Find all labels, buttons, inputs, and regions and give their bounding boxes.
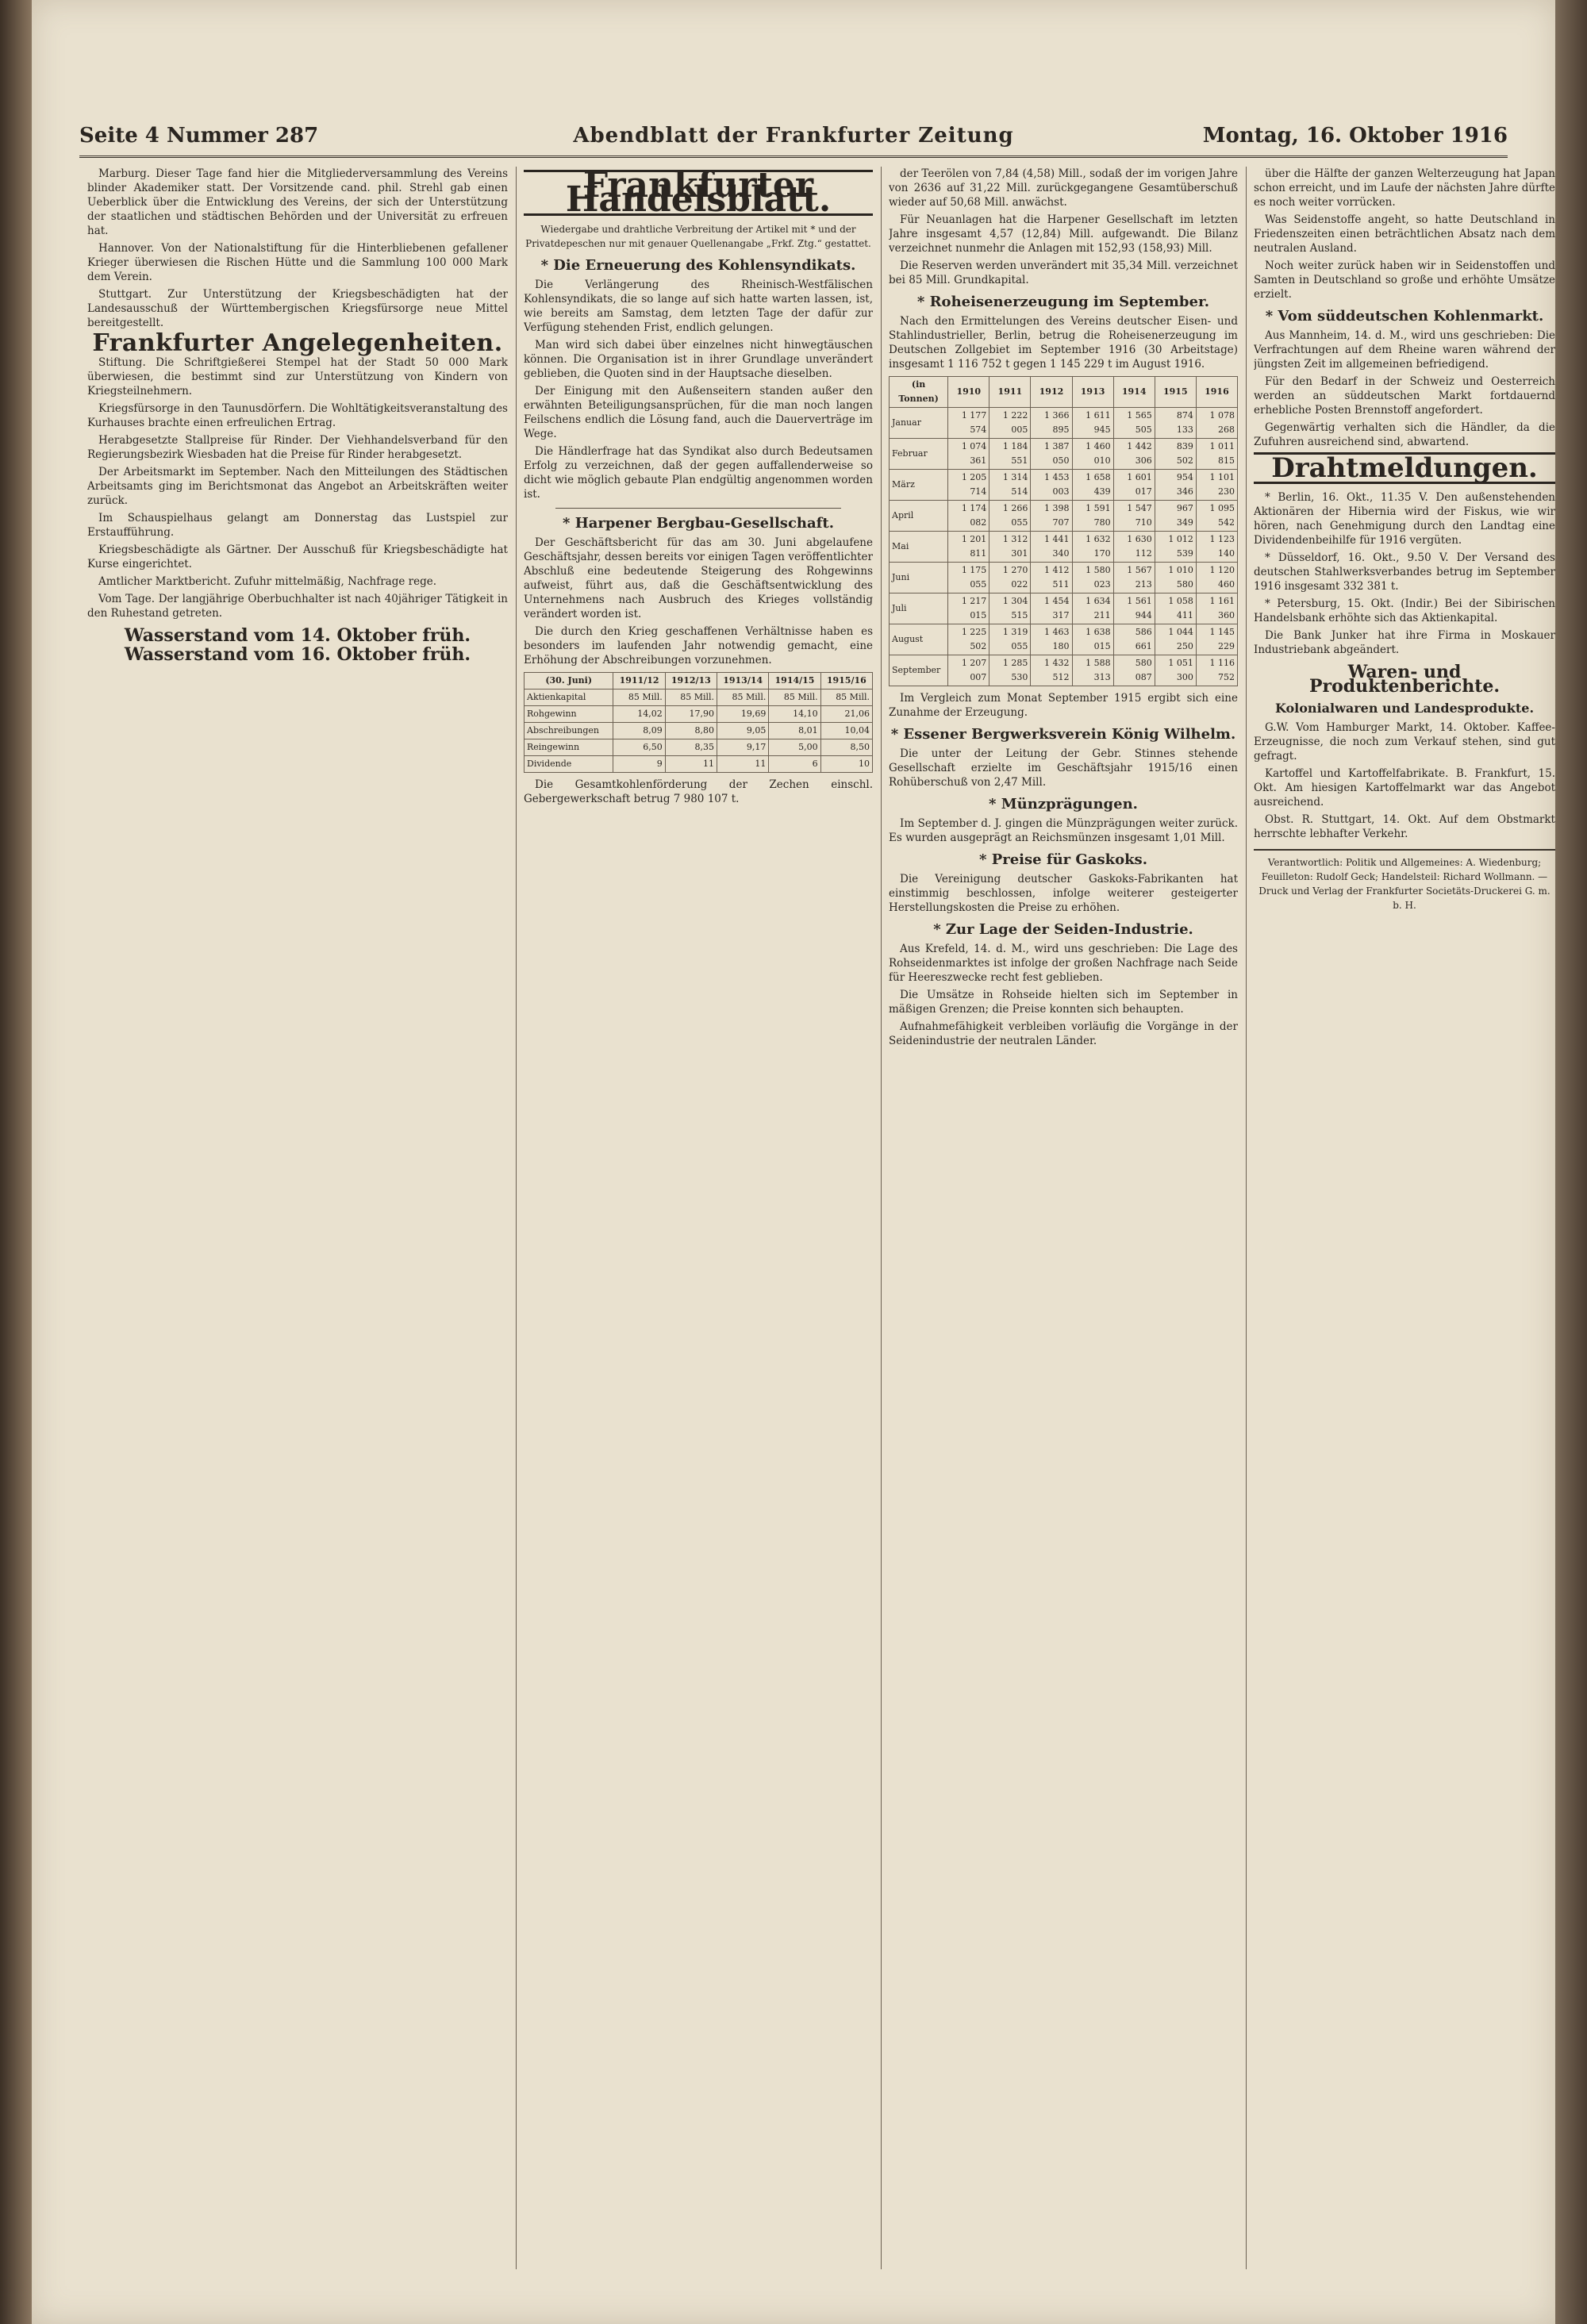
paragraph: Der Einigung mit den Außenseitern standen außer den erwähnten Beteiligungsansprüchen, für die man noch langen Feilschens endlich die Lösung fand, auch die Dauerverträge im Wege. xyxy=(524,385,873,440)
table-cell: 1 580 023 xyxy=(1072,563,1113,593)
paragraph: Die Vereinigung deutscher Gaskoks-Fabrikanten hat einstimmig beschlossen, infolge weiterer gesteigerter Herstellungskosten die Preise zu erhöhen. xyxy=(889,873,1238,914)
paragraph: Nach den Ermittelungen des Vereins deutscher Eisen- und Stahlindustrieller, Berlin, betrug die Roheisenerzeugung im Deutschen Zollgebiet im September 1916 (30 Arbeitstage) insgesamt 1 116 752 t gegen 1 145 229 t im August 1916. xyxy=(889,315,1238,371)
table-cell: 1 225 502 xyxy=(948,624,989,655)
header-masthead: Abendblatt der Frankfurter Zeitung xyxy=(573,124,1014,148)
table-cell: 1 074 361 xyxy=(948,439,989,470)
water-level-box xyxy=(87,625,508,665)
harpener-table xyxy=(524,672,873,773)
table-cell: Mai xyxy=(890,532,948,563)
imprint-credit: Verantwortlich: Politik und Allgemeines: A. Wiedenburg; Feuilleton: Rudolf Geck; Handelsteil: Richard Wollmann. — Druck und Verlag der Frankfurter Societäts-Druckerei G. m. b. H. xyxy=(1254,849,1555,912)
table-cell: 1 116 752 xyxy=(1196,655,1237,686)
table-cell: Abschreibungen xyxy=(525,723,613,739)
paragraph: Die Reserven werden unverändert mit 35,34 Mill. verzeichnet bei 85 Mill. Grundkapital. xyxy=(889,259,1238,286)
table-cell: 1 304 515 xyxy=(989,593,1031,624)
paragraph: Obst. R. Stuttgart, 14. Okt. Auf dem Obstmarkt herrschte lebhafter Verkehr. xyxy=(1254,813,1555,840)
paragraph: Man wird sich dabei über einzelnes nicht hinwegtäuschen können. Die Organisation ist in ihrer Grundlage unverändert geblieben, die Quoten sind in der Hauptsache dieselben. xyxy=(524,339,873,380)
paragraph: Stuttgart. Zur Unterstützung der Kriegsbeschädigten hat der Landesausschuß der Württembergischen Kriegsfürsorge neue Mittel bereitgestellt. xyxy=(87,288,508,329)
table-cell: 1 285 530 xyxy=(989,655,1031,686)
newspaper-page xyxy=(32,0,1555,2324)
table-cell: 19,69 xyxy=(717,706,769,723)
table-cell: 85 Mill. xyxy=(769,690,820,706)
table-cell: 1 547 710 xyxy=(1113,501,1155,532)
table-header-cell: 1911 xyxy=(989,377,1031,408)
table-row xyxy=(890,532,1238,563)
table-header-cell: 1912 xyxy=(1031,377,1072,408)
book-binding xyxy=(0,0,32,2324)
article-title-essener: * Essener Bergwerksverein König Wilhelm. xyxy=(890,726,1236,743)
right-page-edge xyxy=(1555,0,1587,2324)
column-4 xyxy=(1254,167,1555,2277)
table-cell: 1 634 211 xyxy=(1072,593,1113,624)
paragraph: Herabgesetzte Stallpreise für Rinder. Der Viehhandelsverband für den Regierungsbezirk Wiesbaden hat die Preise für Rinder herabgesetzt. xyxy=(87,434,508,461)
water-level-title-1: Wasserstand vom 14. Oktober früh. xyxy=(124,625,471,646)
article-title-gaskoks: * Preise für Gaskoks. xyxy=(979,851,1147,868)
paragraph: Die Händlerfrage hat das Syndikat also durch Bedeutsamen Erfolg zu verzeichnen, daß der gegen auffallenderweise so dicht wie möglich gebaute Plan endgültig angenommen worden ist. xyxy=(524,445,873,501)
paragraph: Für Neuanlagen hat die Harpener Gesellschaft im letzten Jahre insgesamt 4,57 (12,84) Mill. aufgewandt. Die Bilanz verzeichnet nunmehr die Anlagen mit 152,93 (158,93) Mill. xyxy=(889,213,1238,255)
table-cell: 1 011 815 xyxy=(1196,439,1237,470)
table-row xyxy=(525,739,873,756)
table-cell: 1 398 707 xyxy=(1031,501,1072,532)
paragraph: Marburg. Dieser Tage fand hier die Mitgliederversammlung des Vereins blinder Akademiker statt. Der Vorsitzende cand. phil. Strehl gab einen Ueberblick über die Entwicklung des Vereins, der sich der Unterstützung der staatlichen und städtischen Behörden und der Universität zu erfreuen hat. xyxy=(87,167,508,237)
header-page-number: Seite 4 Nummer 287 xyxy=(79,124,319,148)
paragraph: Hannover. Von der Nationalstiftung für die Hinterbliebenen gefallener Krieger überwiesen die Rischen Hütte und die Sammlung 100 000 Mark dem Verein. xyxy=(87,242,508,283)
table-cell: 1 632 170 xyxy=(1072,532,1113,563)
table-row xyxy=(525,706,873,723)
table-cell: 8,80 xyxy=(665,723,717,739)
table-cell: 1 432 512 xyxy=(1031,655,1072,686)
table-cell: 1 058 411 xyxy=(1155,593,1196,624)
table-cell: Juni xyxy=(890,563,948,593)
table-header-cell: 1913/14 xyxy=(717,673,769,690)
table-cell: Rohgewinn xyxy=(525,706,613,723)
article-divider xyxy=(555,508,841,509)
handelsblatt-title: Frankfurter Handelsblatt. xyxy=(524,170,873,216)
table-cell: 1 611 945 xyxy=(1072,408,1113,439)
table-row xyxy=(890,563,1238,593)
reprint-note: Wiedergabe und drahtliche Verbreitung der Artikel mit * und der Privatdepeschen nur mit genauer Quellenangabe „Frkf. Ztg.“ gestattet. xyxy=(525,224,871,249)
header-date: Montag, 16. Oktober 1916 xyxy=(1202,124,1508,148)
table-header-cell: 1912/13 xyxy=(665,673,717,690)
table-cell: 1 601 017 xyxy=(1113,470,1155,501)
table-cell: 1 184 551 xyxy=(989,439,1031,470)
paragraph: Kriegsbeschädigte als Gärtner. Der Ausschuß für Kriegsbeschädigte hat Kurse eingerichtet. xyxy=(87,544,508,570)
market-subtitle: Kolonialwaren und Landesprodukte. xyxy=(1274,701,1535,716)
article-title-seide: * Zur Lage der Seiden-Industrie. xyxy=(933,921,1193,938)
paragraph: * Petersburg, 15. Okt. (Indir.) Bei der Sibirischen Handelsbank erhöhte sich das Aktienkapital. xyxy=(1254,597,1555,624)
column-rule xyxy=(516,167,517,2269)
table-cell: 1 319 055 xyxy=(989,624,1031,655)
table-cell: 1 567 213 xyxy=(1113,563,1155,593)
paragraph: Die durch den Krieg geschaffenen Verhältnisse haben es besonders im laufenden Jahr notwendig gemacht, eine Erhöhung der Abschreibungen vorzunehmen. xyxy=(524,625,873,666)
table-row xyxy=(890,470,1238,501)
table-row xyxy=(890,439,1238,470)
table-header-cell: 1910 xyxy=(948,377,989,408)
table-row xyxy=(890,624,1238,655)
water-level-title-2: Wasserstand vom 16. Oktober früh. xyxy=(124,644,471,665)
table-cell: 1 312 301 xyxy=(989,532,1031,563)
table-cell: 874 133 xyxy=(1155,408,1196,439)
table-cell: 839 502 xyxy=(1155,439,1196,470)
table-cell: 14,02 xyxy=(613,706,665,723)
column-rule xyxy=(881,167,882,2269)
table-row xyxy=(525,690,873,706)
table-cell: März xyxy=(890,470,948,501)
table-row xyxy=(890,593,1238,624)
table-cell: 1 123 140 xyxy=(1196,532,1237,563)
table-cell: 14,10 xyxy=(769,706,820,723)
table-cell: Reingewinn xyxy=(525,739,613,756)
article-title-harpener: * Harpener Bergbau-Gesellschaft. xyxy=(563,515,834,532)
table-cell: 1 201 811 xyxy=(948,532,989,563)
paragraph: Kriegsfürsorge in den Taunusdörfern. Die Wohltätigkeitsveranstaltung des Kurhauses brachte einen erfreulichen Ertrag. xyxy=(87,402,508,429)
paragraph: Im September d. J. gingen die Münzprägungen weiter zurück. Es wurden ausgeprägt an Reichsmünzen insgesamt 1,01 Mill. xyxy=(889,817,1238,844)
table-cell: 1 145 229 xyxy=(1196,624,1237,655)
table-row xyxy=(890,501,1238,532)
table-header-cell: 1914 xyxy=(1113,377,1155,408)
table-header-cell: 1915 xyxy=(1155,377,1196,408)
table-header-cell: 1914/15 xyxy=(769,673,820,690)
section-title-local: Frankfurter Angelegenheiten. xyxy=(92,329,503,357)
page-header xyxy=(79,119,1508,158)
paragraph: Im Vergleich zum Monat September 1915 ergibt sich eine Zunahme der Erzeugung. xyxy=(889,692,1238,719)
table-cell: Aktienkapital xyxy=(525,690,613,706)
paragraph: Aus Krefeld, 14. d. M., wird uns geschrieben: Die Lage des Rohseidenmarktes ist infolge der großen Nachfrage nach Seide für Heereszwecke recht fest geblieben. xyxy=(889,943,1238,984)
paragraph: Aufnahmefähigkeit verbleiben vorläufig die Vorgänge in der Seidenindustrie der neutralen Länder. xyxy=(889,1020,1238,1047)
table-cell: 1 565 505 xyxy=(1113,408,1155,439)
table-cell: 1 387 050 xyxy=(1031,439,1072,470)
paragraph: Der Arbeitsmarkt im September. Nach den Mitteilungen des Städtischen Arbeitsamts ging im Berichtsmonat das Angebot an Arbeitskräften weiter zurück. xyxy=(87,466,508,507)
table-cell: 1 175 055 xyxy=(948,563,989,593)
table-cell: September xyxy=(890,655,948,686)
paragraph: Die Verlängerung des Rheinisch-Westfälischen Kohlensyndikats, die so lange auf sich hatte warten lassen, ist, wie bereits am Samstag, dem letzten Tage der dafür zur Verfügung stehenden Frist, endlich gelungen. xyxy=(524,278,873,334)
paragraph: Die Bank Junker hat ihre Firma in Moskauer Industriebank abgeändert. xyxy=(1254,629,1555,656)
table-header-cell: (30. Juni) xyxy=(525,673,613,690)
table-cell: 954 346 xyxy=(1155,470,1196,501)
paragraph: Im Schauspielhaus gelangt am Donnerstag das Lustspiel zur Erstaufführung. xyxy=(87,512,508,539)
table-cell: 6 xyxy=(769,756,820,773)
paragraph: * Düsseldorf, 16. Okt., 9.50 V. Der Versand des deutschen Stahlwerksverbandes betrug im September 1916 insgesamt 332 381 t. xyxy=(1254,551,1555,593)
table-header-cell: 1913 xyxy=(1072,377,1113,408)
table-cell: 1 078 268 xyxy=(1196,408,1237,439)
table-cell: 11 xyxy=(665,756,717,773)
table-cell: 1 174 082 xyxy=(948,501,989,532)
table-cell: 1 012 539 xyxy=(1155,532,1196,563)
table-cell: 10 xyxy=(820,756,872,773)
paragraph: Vom Tage. Der langjährige Oberbuchhalter ist nach 40jähriger Tätigkeit in den Ruhestand getreten. xyxy=(87,593,508,620)
column-1 xyxy=(87,167,508,2277)
paragraph: Der Geschäftsbericht für das am 30. Juni abgelaufene Geschäftsjahr, dessen bereits vor einigen Tagen veröffentlichter Abschluß eine bedeutende Steigerung des Rohgewinns aufweist, führt aus, daß die Geschäftsentwicklung des Unternehmens nach Ausbruch des Krieges vollständig verändert worden ist. xyxy=(524,536,873,620)
paragraph: Die Umsätze in Rohseide hielten sich im September in mäßigen Grenzen; die Preise konnten sich behaupten. xyxy=(889,989,1238,1016)
table-cell: 9 xyxy=(613,756,665,773)
paragraph: G.W. Vom Hamburger Markt, 14. Oktober. Kaffee-Erzeugnisse, die noch zum Verkauf stehen, sind gut gefragt. xyxy=(1254,721,1555,763)
table-cell: 6,50 xyxy=(613,739,665,756)
table-cell: 1 591 780 xyxy=(1072,501,1113,532)
table-cell: 1 222 005 xyxy=(989,408,1031,439)
roheisen-table xyxy=(889,376,1238,686)
table-cell: 11 xyxy=(717,756,769,773)
paragraph: der Teerölen von 7,84 (4,58) Mill., sodaß der im vorigen Jahre von 2636 auf 31,22 Mill. zurückgegangene Gesamtüberschuß wieder auf 50,68 Mill. anwächst. xyxy=(889,167,1238,209)
paragraph: Die unter der Leitung der Gebr. Stinnes stehende Gesellschaft erzielte im Geschäftsjahr 1915/16 einen Rohüberschuß von 2,47 Mill. xyxy=(889,747,1238,789)
table-row xyxy=(525,756,873,773)
table-header-cell: (in Tonnen) xyxy=(890,377,948,408)
table-cell: 1 658 439 xyxy=(1072,470,1113,501)
table-cell: Juli xyxy=(890,593,948,624)
paragraph: über die Hälfte der ganzen Welterzeugung hat Japan schon erreicht, und im Laufe der nächsten Jahre dürfte es noch weiter vorrücken. xyxy=(1254,167,1555,209)
table-cell: 1 161 360 xyxy=(1196,593,1237,624)
table-cell: 1 266 055 xyxy=(989,501,1031,532)
column-3 xyxy=(889,167,1238,2277)
paragraph: Was Seidenstoffe angeht, so hatte Deutschland in Friedenszeiten einen beträchtlichen Absatz nach dem neutralen Ausland. xyxy=(1254,213,1555,255)
table-header-cell: 1911/12 xyxy=(613,673,665,690)
table-cell: 8,01 xyxy=(769,723,820,739)
article-title-kohlenmarkt: * Vom süddeutschen Kohlenmarkt. xyxy=(1265,308,1544,325)
table-cell: 1 366 895 xyxy=(1031,408,1072,439)
table-cell: 85 Mill. xyxy=(613,690,665,706)
table-cell: 967 349 xyxy=(1155,501,1196,532)
table-cell: 580 087 xyxy=(1113,655,1155,686)
paragraph: Aus Mannheim, 14. d. M., wird uns geschrieben: Die Verfrachtungen auf dem Rheine waren während der jüngsten Zeit im allgemeinen befriedigend. xyxy=(1254,329,1555,371)
table-cell: 1 177 574 xyxy=(948,408,989,439)
table-cell: 1 453 003 xyxy=(1031,470,1072,501)
table-cell: 21,06 xyxy=(820,706,872,723)
table-cell: 1 120 460 xyxy=(1196,563,1237,593)
paragraph: Amtlicher Marktbericht. Zufuhr mittelmäßig, Nachfrage rege. xyxy=(98,575,436,588)
table-cell: 1 095 542 xyxy=(1196,501,1237,532)
table-cell: August xyxy=(890,624,948,655)
paragraph: Kartoffel und Kartoffelfabrikate. B. Frankfurt, 15. Okt. Am hiesigen Kartoffelmarkt war das Angebot ausreichend. xyxy=(1254,767,1555,809)
table-cell: 586 661 xyxy=(1113,624,1155,655)
table-header-cell: 1915/16 xyxy=(820,673,872,690)
table-cell: 1 207 007 xyxy=(948,655,989,686)
paragraph: Für den Bedarf in der Schweiz und Oesterreich werden an süddeutschen Markt fortdauernd erhebliche Posten Brennstoff angefordert. xyxy=(1254,375,1555,417)
table-cell: 1 051 300 xyxy=(1155,655,1196,686)
paragraph: Stiftung. Die Schriftgießerei Stempel hat der Stadt 50 000 Mark überwiesen, die bestimmt sind zur Unterstützung von Kindern von Kriegsteilnehmern. xyxy=(87,356,508,398)
table-header-cell: 1916 xyxy=(1196,377,1237,408)
table-cell: 5,00 xyxy=(769,739,820,756)
telegrams-title: Drahtmeldungen. xyxy=(1254,452,1555,484)
column-2 xyxy=(524,167,873,2277)
table-cell: 8,09 xyxy=(613,723,665,739)
table-cell: Januar xyxy=(890,408,948,439)
table-cell: 9,05 xyxy=(717,723,769,739)
table-cell: 10,04 xyxy=(820,723,872,739)
table-cell: 1 454 317 xyxy=(1031,593,1072,624)
market-title: Waren- und Produktenberichte. xyxy=(1308,662,1501,697)
paragraph: Gegenwärtig verhalten sich die Händler, da die Zufuhren ausreichend sind, abwartend. xyxy=(1254,421,1555,448)
column-rule xyxy=(1246,167,1247,2269)
table-cell: 8,50 xyxy=(820,739,872,756)
table-cell: 8,35 xyxy=(665,739,717,756)
table-cell: 1 101 230 xyxy=(1196,470,1237,501)
table-cell: April xyxy=(890,501,948,532)
table-cell: 17,90 xyxy=(665,706,717,723)
table-cell: 1 463 180 xyxy=(1031,624,1072,655)
table-row xyxy=(890,408,1238,439)
table-cell: 1 561 944 xyxy=(1113,593,1155,624)
paragraph: Die Gesamtkohlenförderung der Zechen einschl. Gebergewerkschaft betrug 7 980 107 t. xyxy=(524,778,873,805)
table-cell: 85 Mill. xyxy=(717,690,769,706)
table-cell: Februar xyxy=(890,439,948,470)
paragraph: * Berlin, 16. Okt., 11.35 V. Den außenstehenden Aktionären der Hibernia wird der Fiskus, wie wir hören, nach Genehmigung durch den Landtag eine Dividendenbeihilfe für 1916 vergüten. xyxy=(1254,491,1555,547)
article-title-muenz: * Münzprägungen. xyxy=(989,796,1138,812)
table-cell: 1 412 511 xyxy=(1031,563,1072,593)
article-title-roheisen: * Roheisenerzeugung im September. xyxy=(916,294,1210,310)
article-title-kohlensyndikat: * Die Erneuerung des Kohlensyndikats. xyxy=(540,257,856,274)
table-cell: 1 630 112 xyxy=(1113,532,1155,563)
table-row xyxy=(525,723,873,739)
table-cell: 1 217 015 xyxy=(948,593,989,624)
table-cell: Dividende xyxy=(525,756,613,773)
table-cell: 9,17 xyxy=(717,739,769,756)
table-cell: 1 588 313 xyxy=(1072,655,1113,686)
table-cell: 85 Mill. xyxy=(665,690,717,706)
table-row xyxy=(890,655,1238,686)
table-cell: 1 010 580 xyxy=(1155,563,1196,593)
table-cell: 1 205 714 xyxy=(948,470,989,501)
table-cell: 1 270 022 xyxy=(989,563,1031,593)
table-cell: 1 638 015 xyxy=(1072,624,1113,655)
table-cell: 1 044 250 xyxy=(1155,624,1196,655)
table-cell: 1 460 010 xyxy=(1072,439,1113,470)
table-cell: 85 Mill. xyxy=(820,690,872,706)
paragraph: Noch weiter zurück haben wir in Seidenstoffen und Samten in Deutschland so große und erhöhte Umsätze erzielt. xyxy=(1254,259,1555,301)
table-cell: 1 441 340 xyxy=(1031,532,1072,563)
table-cell: 1 314 514 xyxy=(989,470,1031,501)
table-cell: 1 442 306 xyxy=(1113,439,1155,470)
